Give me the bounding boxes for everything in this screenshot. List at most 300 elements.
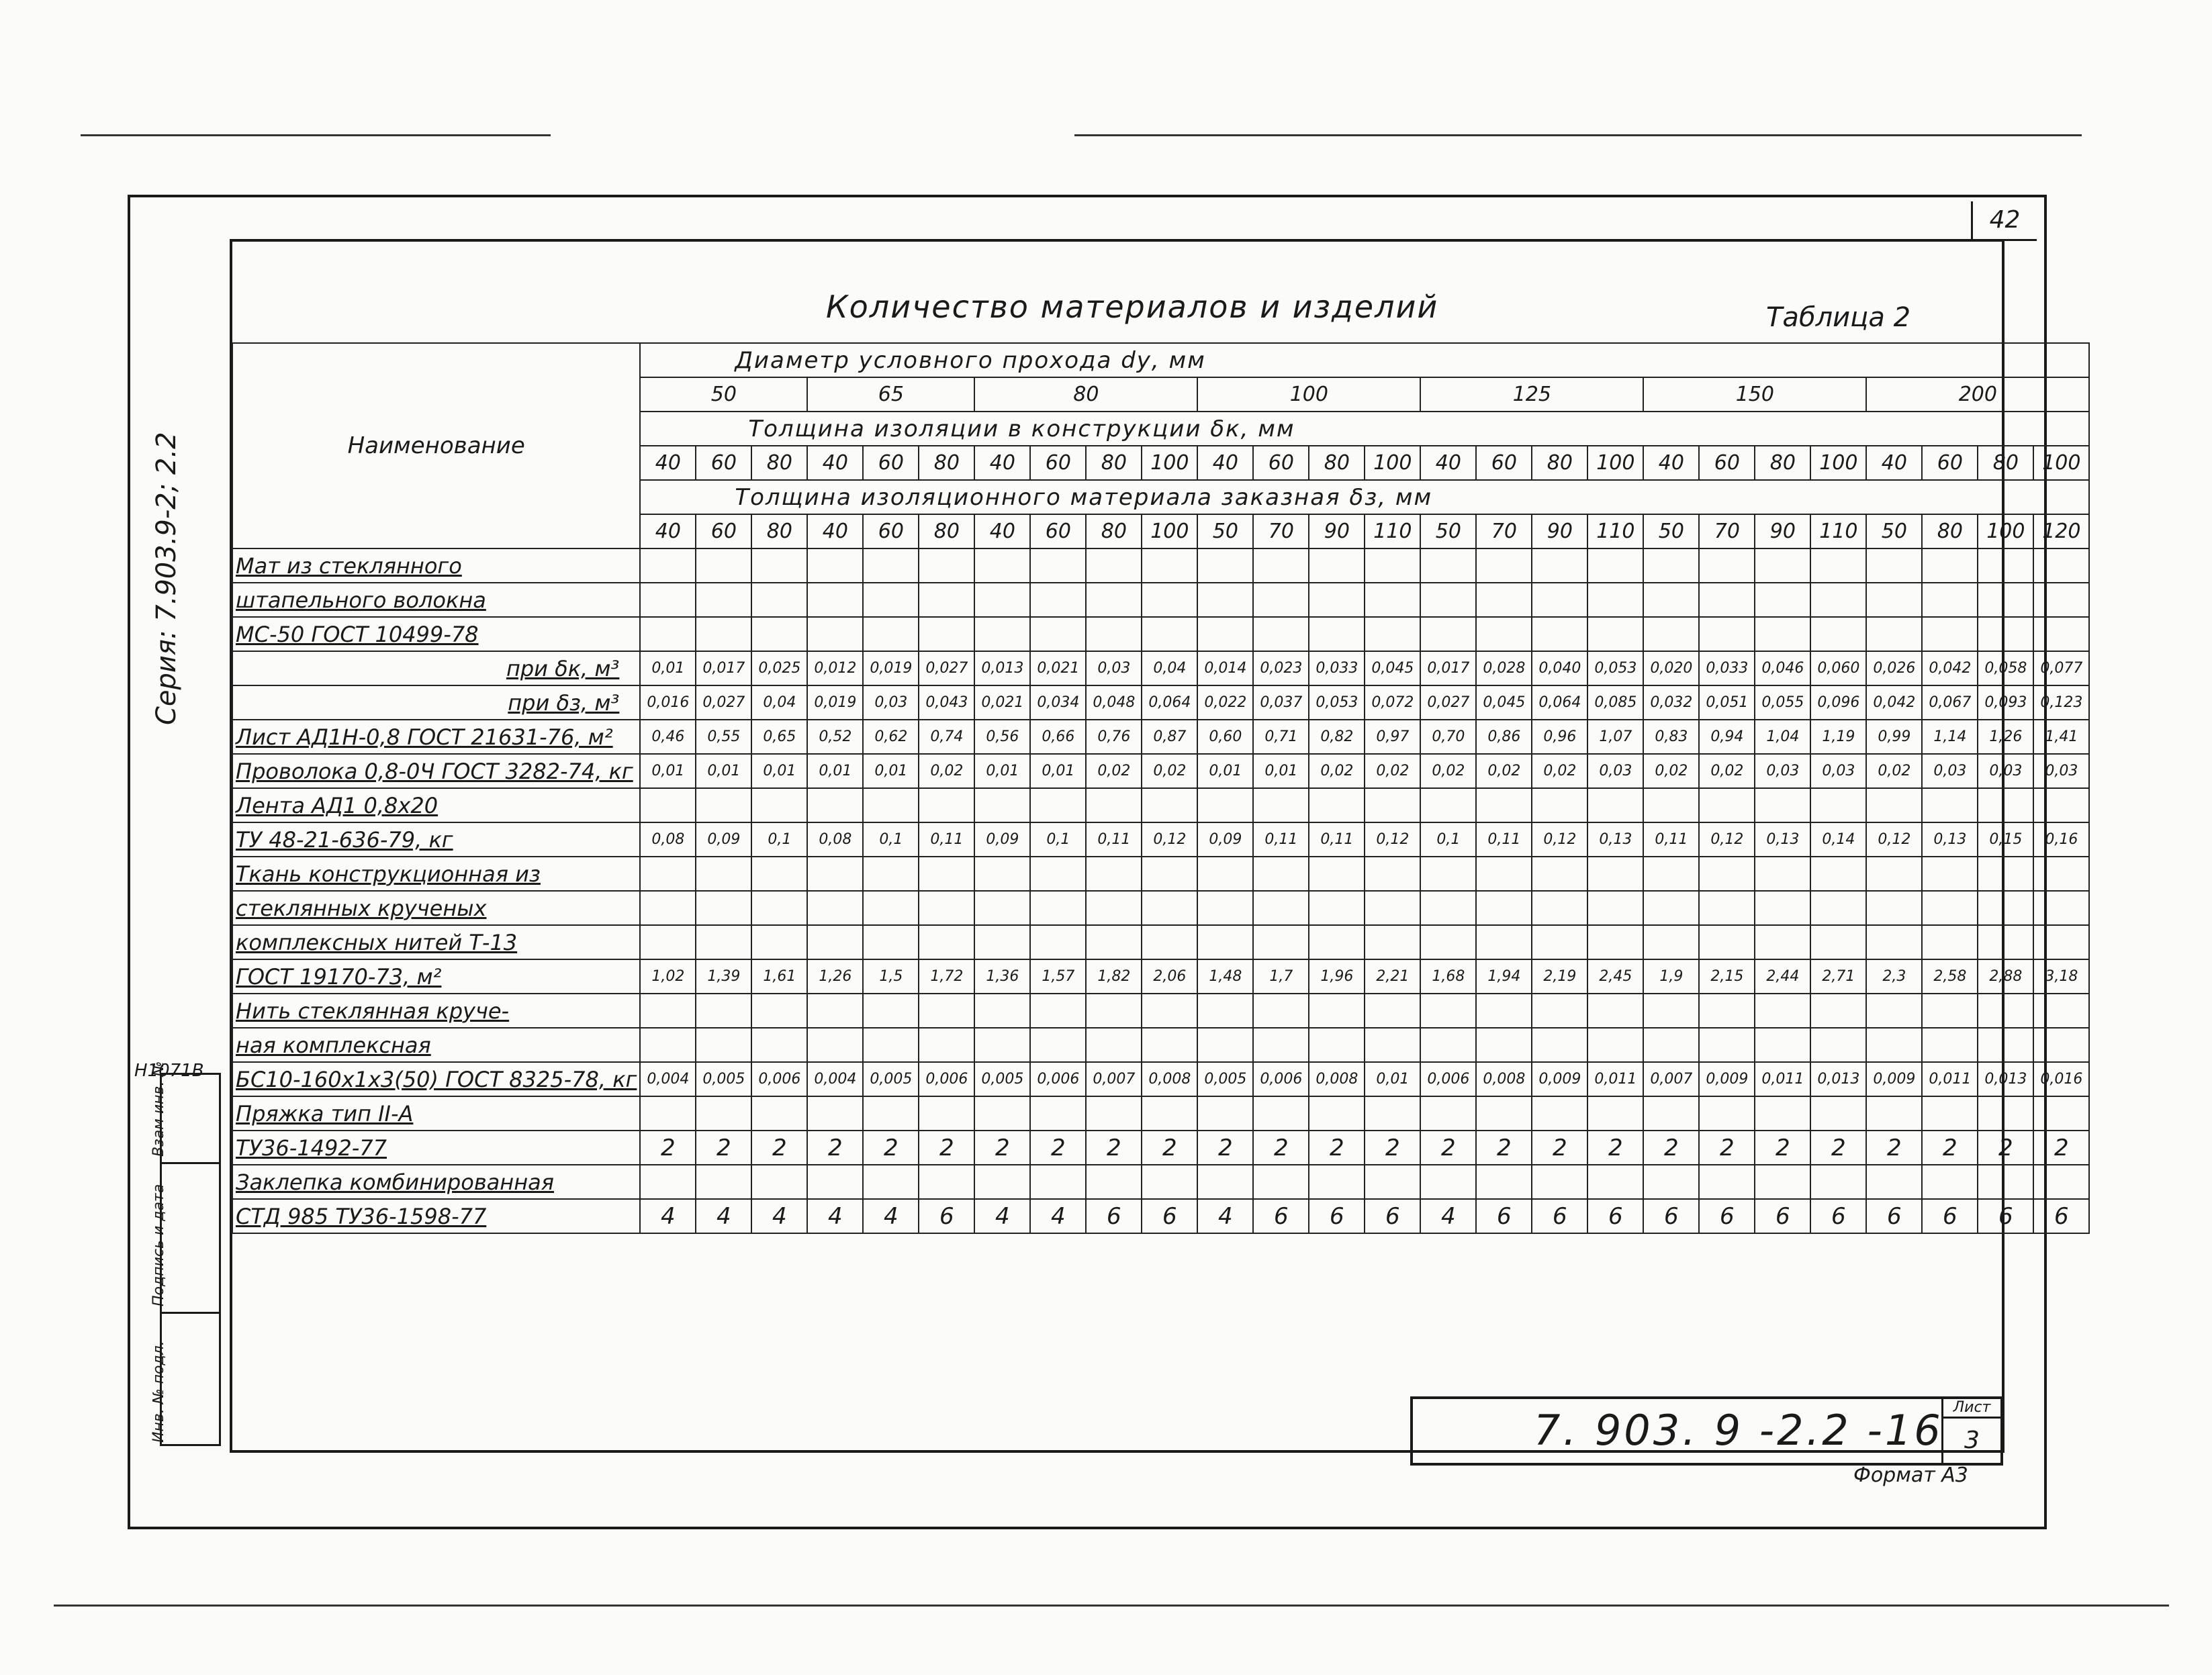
thickness-cell: 60 [696, 446, 751, 480]
order-thickness-cell: 50 [1866, 514, 1922, 548]
value-cell: 1,57 [1030, 959, 1086, 994]
value-cell: 0,006 [751, 1062, 807, 1096]
material-name: Ткань конструкционная из [232, 857, 640, 891]
value-cell [1922, 994, 1978, 1028]
value-cell: 2 [807, 1131, 863, 1165]
table-row [232, 822, 2089, 857]
value-cell: 4 [863, 1199, 919, 1233]
value-cell [2033, 583, 2089, 617]
value-cell: 6 [1866, 1199, 1922, 1233]
value-cell: 0,028 [1476, 651, 1532, 685]
value-cell [1866, 1165, 1922, 1199]
material-name: ная комплексная [232, 1028, 640, 1062]
value-cell [1142, 891, 1197, 925]
thickness-cell: 60 [863, 446, 919, 480]
value-cell: 2,88 [1978, 959, 2033, 994]
value-cell [1978, 857, 2033, 891]
value-cell: 0,093 [1978, 685, 2033, 720]
value-cell [1699, 925, 1755, 959]
value-cell: 2,71 [1810, 959, 1866, 994]
value-cell: 0,01 [863, 754, 919, 788]
value-cell: 0,01 [1197, 754, 1253, 788]
value-cell: 0,005 [696, 1062, 751, 1096]
value-cell [1866, 548, 1922, 583]
value-cell [1699, 617, 1755, 651]
value-cell [1197, 891, 1253, 925]
value-cell [1587, 925, 1643, 959]
value-cell [1532, 857, 1587, 891]
table-row [232, 925, 2089, 959]
value-cell [1922, 583, 1978, 617]
value-cell [751, 548, 807, 583]
material-name: Лента АД1 0,8х20 [232, 788, 640, 822]
value-cell [640, 1028, 696, 1062]
material-name: Мат из стеклянного [232, 548, 640, 583]
value-cell: 2 [1866, 1131, 1922, 1165]
value-cell: 1,14 [1922, 720, 1978, 754]
value-cell: 0,14 [1810, 822, 1866, 857]
value-cell [640, 857, 696, 891]
thickness-title: Толщина изоляции в конструкции δк, мм [640, 412, 2089, 446]
value-cell [1755, 788, 1810, 822]
value-cell: 6 [1978, 1199, 2033, 1233]
value-cell [1755, 925, 1810, 959]
value-cell: 0,009 [1699, 1062, 1755, 1096]
value-cell: 6 [1142, 1199, 1197, 1233]
thickness-cell: 100 [1142, 446, 1197, 480]
value-cell: 0,13 [1587, 822, 1643, 857]
value-cell [974, 891, 1030, 925]
value-cell [1587, 1028, 1643, 1062]
value-cell [1866, 788, 1922, 822]
thickness-cell: 60 [1476, 446, 1532, 480]
value-cell [1030, 1165, 1086, 1199]
value-cell: 0,022 [1197, 685, 1253, 720]
page-number: 42 [1971, 201, 2037, 241]
value-cell: 0,017 [696, 651, 751, 685]
value-cell [1532, 788, 1587, 822]
value-cell [1643, 857, 1699, 891]
value-cell [807, 1165, 863, 1199]
value-cell: 0,033 [1309, 651, 1365, 685]
thickness-cell: 40 [640, 446, 696, 480]
value-cell [696, 1028, 751, 1062]
value-cell [1365, 583, 1420, 617]
value-cell: 0,033 [1699, 651, 1755, 685]
value-cell [974, 583, 1030, 617]
order-thickness-title: Толщина изоляционного материала заказная δз, мм [640, 480, 2089, 514]
value-cell: 0,023 [1253, 651, 1309, 685]
value-cell [919, 548, 974, 583]
value-cell: 0,096 [1810, 685, 1866, 720]
value-cell: 0,051 [1699, 685, 1755, 720]
value-cell [974, 925, 1030, 959]
value-cell [974, 994, 1030, 1028]
value-cell: 0,042 [1922, 651, 1978, 685]
value-cell [1142, 583, 1197, 617]
value-cell: 2,06 [1142, 959, 1197, 994]
strip-cell: Взам инв. № [162, 1075, 219, 1164]
value-cell [1587, 994, 1643, 1028]
value-cell [919, 891, 974, 925]
value-cell: 6 [1699, 1199, 1755, 1233]
value-cell [1365, 617, 1420, 651]
thickness-cell: 80 [919, 446, 974, 480]
value-cell: 0,048 [1086, 685, 1142, 720]
value-cell [1476, 1165, 1532, 1199]
value-cell: 6 [1532, 1199, 1587, 1233]
value-cell [1476, 857, 1532, 891]
value-cell [1253, 548, 1309, 583]
value-cell [1978, 994, 2033, 1028]
value-cell: 0,013 [1810, 1062, 1866, 1096]
side-code: Н1071В [134, 1061, 204, 1081]
value-cell: 0,11 [1309, 822, 1365, 857]
value-cell: 6 [1309, 1199, 1365, 1233]
value-cell [1699, 788, 1755, 822]
value-cell: 2 [974, 1131, 1030, 1165]
diameter-cell: 150 [1643, 377, 1866, 412]
value-cell: 6 [1587, 1199, 1643, 1233]
value-cell: 0,76 [1086, 720, 1142, 754]
value-cell [1643, 1028, 1699, 1062]
value-cell: 0,94 [1699, 720, 1755, 754]
value-cell [1699, 548, 1755, 583]
value-cell [1699, 994, 1755, 1028]
value-cell [1476, 1096, 1532, 1131]
value-cell: 0,042 [1866, 685, 1922, 720]
order-thickness-cell: 70 [1253, 514, 1309, 548]
value-cell: 1,94 [1476, 959, 1532, 994]
value-cell: 0,009 [1532, 1062, 1587, 1096]
value-cell: 1,72 [919, 959, 974, 994]
value-cell: 0,04 [751, 685, 807, 720]
value-cell [640, 1165, 696, 1199]
value-cell: 0,026 [1866, 651, 1922, 685]
value-cell [919, 994, 974, 1028]
value-cell: 2,15 [1699, 959, 1755, 994]
value-cell [1922, 788, 1978, 822]
value-cell [2033, 857, 2089, 891]
value-cell: 2 [1197, 1131, 1253, 1165]
value-cell: 2 [1643, 1131, 1699, 1165]
value-cell: 4 [974, 1199, 1030, 1233]
value-cell: 0,016 [2033, 1062, 2089, 1096]
value-cell: 0,02 [919, 754, 974, 788]
value-cell [1420, 788, 1476, 822]
value-cell [1086, 788, 1142, 822]
value-cell: 2 [1253, 1131, 1309, 1165]
value-cell [919, 788, 974, 822]
material-name: Пряжка тип II-А [232, 1096, 640, 1131]
table-row [232, 548, 2089, 583]
order-thickness-cell: 60 [696, 514, 751, 548]
table-row [232, 857, 2089, 891]
value-cell: 0,019 [863, 651, 919, 685]
value-cell [1030, 1096, 1086, 1131]
value-cell [751, 1028, 807, 1062]
order-thickness-cell: 80 [1922, 514, 1978, 548]
value-cell [1142, 1096, 1197, 1131]
value-cell: 2 [1420, 1131, 1476, 1165]
value-cell [1699, 857, 1755, 891]
value-cell [1253, 857, 1309, 891]
value-cell [1142, 994, 1197, 1028]
diameter-cell: 50 [640, 377, 807, 412]
value-cell: 0,02 [1643, 754, 1699, 788]
value-cell: 2,3 [1866, 959, 1922, 994]
value-cell: 2 [919, 1131, 974, 1165]
order-thickness-cell: 80 [751, 514, 807, 548]
value-cell [1978, 1165, 2033, 1199]
table-row [232, 617, 2089, 651]
value-cell [1030, 1028, 1086, 1062]
value-cell: 0,03 [1587, 754, 1643, 788]
value-cell [640, 548, 696, 583]
order-thickness-cell: 50 [1197, 514, 1253, 548]
order-thickness-cell: 70 [1699, 514, 1755, 548]
value-cell [1532, 891, 1587, 925]
table-row [232, 1028, 2089, 1062]
value-cell [1365, 788, 1420, 822]
value-cell [1866, 891, 1922, 925]
value-cell [1476, 891, 1532, 925]
value-cell [1309, 925, 1365, 959]
value-cell: 0,013 [1978, 1062, 2033, 1096]
order-thickness-cell: 110 [1365, 514, 1420, 548]
value-cell: 0,11 [1643, 822, 1699, 857]
order-thickness-cell: 80 [1086, 514, 1142, 548]
value-cell: 0,008 [1476, 1062, 1532, 1096]
value-cell [1420, 891, 1476, 925]
value-cell: 0,064 [1532, 685, 1587, 720]
value-cell: 0,011 [1587, 1062, 1643, 1096]
document-title: Количество материалов и изделий [826, 289, 1439, 325]
value-cell: 2,19 [1532, 959, 1587, 994]
value-cell [1309, 891, 1365, 925]
table-row [232, 720, 2089, 754]
value-cell [1866, 1096, 1922, 1131]
material-name: Лист АД1Н-0,8 ГОСТ 21631-76, м² [232, 720, 640, 754]
value-cell [863, 925, 919, 959]
name-column-header: Наименование [232, 343, 640, 548]
value-cell [919, 1096, 974, 1131]
material-name: Проволока 0,8-0Ч ГОСТ 3282-74, кг [232, 754, 640, 788]
value-cell [863, 891, 919, 925]
strip-cell: Подпись и дата [162, 1164, 219, 1314]
diameter-cell: 100 [1197, 377, 1420, 412]
order-thickness-cell: 50 [1643, 514, 1699, 548]
value-cell: 0,021 [974, 685, 1030, 720]
order-thickness-cell: 50 [1420, 514, 1476, 548]
value-cell [1197, 583, 1253, 617]
thickness-cell: 60 [1699, 446, 1755, 480]
value-cell: 0,60 [1197, 720, 1253, 754]
value-cell: 6 [1365, 1199, 1420, 1233]
value-cell: 0,97 [1365, 720, 1420, 754]
value-cell: 3,18 [2033, 959, 2089, 994]
value-cell [1365, 1028, 1420, 1062]
order-thickness-cell: 80 [919, 514, 974, 548]
value-cell: 0,04 [1142, 651, 1197, 685]
value-cell: 0,55 [696, 720, 751, 754]
value-cell [1365, 1165, 1420, 1199]
value-cell [751, 617, 807, 651]
document-code: 7. 903. 9 -2.2 -16 [1534, 1406, 1943, 1455]
value-cell: 2 [1309, 1131, 1365, 1165]
value-cell [640, 1096, 696, 1131]
value-cell: 0,009 [1866, 1062, 1922, 1096]
value-cell: 2,58 [1922, 959, 1978, 994]
value-cell: 0,12 [1866, 822, 1922, 857]
thickness-cell: 40 [1420, 446, 1476, 480]
value-cell [1810, 857, 1866, 891]
value-cell: 2 [1030, 1131, 1086, 1165]
value-cell: 0,66 [1030, 720, 1086, 754]
value-cell [974, 1028, 1030, 1062]
value-cell [1532, 1028, 1587, 1062]
value-cell: 0,046 [1755, 651, 1810, 685]
value-cell: 6 [1810, 1199, 1866, 1233]
value-cell [1755, 1028, 1810, 1062]
value-cell: 0,012 [807, 651, 863, 685]
thickness-cell: 60 [1922, 446, 1978, 480]
table-row [232, 1165, 2089, 1199]
value-cell: 0,053 [1587, 651, 1643, 685]
value-cell: 6 [1476, 1199, 1532, 1233]
order-thickness-cell: 40 [640, 514, 696, 548]
top-dash-line [81, 134, 551, 136]
value-cell [640, 788, 696, 822]
value-cell: 0,016 [640, 685, 696, 720]
value-cell: 0,005 [863, 1062, 919, 1096]
order-thickness-cell: 60 [863, 514, 919, 548]
value-cell [2033, 994, 2089, 1028]
value-cell [807, 548, 863, 583]
value-cell [1978, 1096, 2033, 1131]
value-cell: 2 [1922, 1131, 1978, 1165]
value-cell: 0,11 [919, 822, 974, 857]
value-cell [1699, 1165, 1755, 1199]
value-cell: 0,02 [1086, 754, 1142, 788]
value-cell [1476, 583, 1532, 617]
value-cell: 0,011 [1922, 1062, 1978, 1096]
table-row [232, 1062, 2089, 1096]
value-cell: 2,44 [1755, 959, 1810, 994]
value-cell: 4 [696, 1199, 751, 1233]
value-cell [1866, 994, 1922, 1028]
value-cell: 0,060 [1810, 651, 1866, 685]
value-cell [1866, 925, 1922, 959]
value-cell: 0,1 [751, 822, 807, 857]
value-cell [919, 857, 974, 891]
material-name: ТУ 48-21-636-79, кг [232, 822, 640, 857]
value-cell [1755, 994, 1810, 1028]
thickness-cell: 80 [751, 446, 807, 480]
value-cell: 1,36 [974, 959, 1030, 994]
material-name: при δк, м³ [232, 651, 640, 685]
value-cell [1197, 857, 1253, 891]
value-cell: 0,01 [696, 754, 751, 788]
value-cell: 1,48 [1197, 959, 1253, 994]
order-thickness-cell: 110 [1587, 514, 1643, 548]
value-cell: 1,39 [696, 959, 751, 994]
table-row [232, 1131, 2089, 1165]
value-cell [1810, 583, 1866, 617]
bottom-dash-line [54, 1605, 2169, 1607]
order-thickness-cell: 40 [807, 514, 863, 548]
value-cell: 0,02 [1476, 754, 1532, 788]
value-cell: 1,41 [2033, 720, 2089, 754]
value-cell [1197, 548, 1253, 583]
value-cell [1643, 925, 1699, 959]
value-cell [696, 617, 751, 651]
value-cell: 0,96 [1532, 720, 1587, 754]
value-cell: 0,70 [1420, 720, 1476, 754]
value-cell: 6 [1643, 1199, 1699, 1233]
value-cell: 1,26 [1978, 720, 2033, 754]
value-cell [1030, 788, 1086, 822]
value-cell [1810, 1165, 1866, 1199]
value-cell [1086, 1028, 1142, 1062]
value-cell [1699, 891, 1755, 925]
value-cell [1587, 1165, 1643, 1199]
value-cell [1253, 1028, 1309, 1062]
value-cell: 0,032 [1643, 685, 1699, 720]
material-name: МС-50 ГОСТ 10499-78 [232, 617, 640, 651]
value-cell: 0,11 [1086, 822, 1142, 857]
value-cell: 0,09 [1197, 822, 1253, 857]
value-cell [1978, 617, 2033, 651]
value-cell [1086, 857, 1142, 891]
material-name: ТУ36-1492-77 [232, 1131, 640, 1165]
value-cell [1755, 857, 1810, 891]
value-cell: 0,15 [1978, 822, 2033, 857]
value-cell [1365, 891, 1420, 925]
value-cell [1142, 548, 1197, 583]
value-cell [1922, 1096, 1978, 1131]
value-cell [1253, 1165, 1309, 1199]
material-name: БС10-160х1х3(50) ГОСТ 8325-78, кг [232, 1062, 640, 1096]
value-cell: 1,07 [1587, 720, 1643, 754]
table-row [232, 959, 2089, 994]
value-cell [1030, 857, 1086, 891]
value-cell [1309, 1028, 1365, 1062]
value-cell [919, 925, 974, 959]
value-cell [1755, 891, 1810, 925]
value-cell [1699, 583, 1755, 617]
value-cell [1643, 788, 1699, 822]
value-cell [919, 617, 974, 651]
material-name: Заклепка комбинированная [232, 1165, 640, 1199]
value-cell [974, 617, 1030, 651]
value-cell: 1,7 [1253, 959, 1309, 994]
value-cell [1587, 891, 1643, 925]
value-cell: 0,56 [974, 720, 1030, 754]
thickness-cell: 80 [1309, 446, 1365, 480]
value-cell [1309, 583, 1365, 617]
value-cell [1755, 583, 1810, 617]
sheet-box [1941, 1399, 2000, 1463]
thickness-cell: 100 [1587, 446, 1643, 480]
value-cell [807, 788, 863, 822]
table-row [232, 1199, 2089, 1233]
value-cell [1643, 583, 1699, 617]
diameter-cell: 125 [1420, 377, 1643, 412]
value-cell [2033, 1165, 2089, 1199]
value-cell [1532, 1096, 1587, 1131]
value-cell: 0,01 [751, 754, 807, 788]
